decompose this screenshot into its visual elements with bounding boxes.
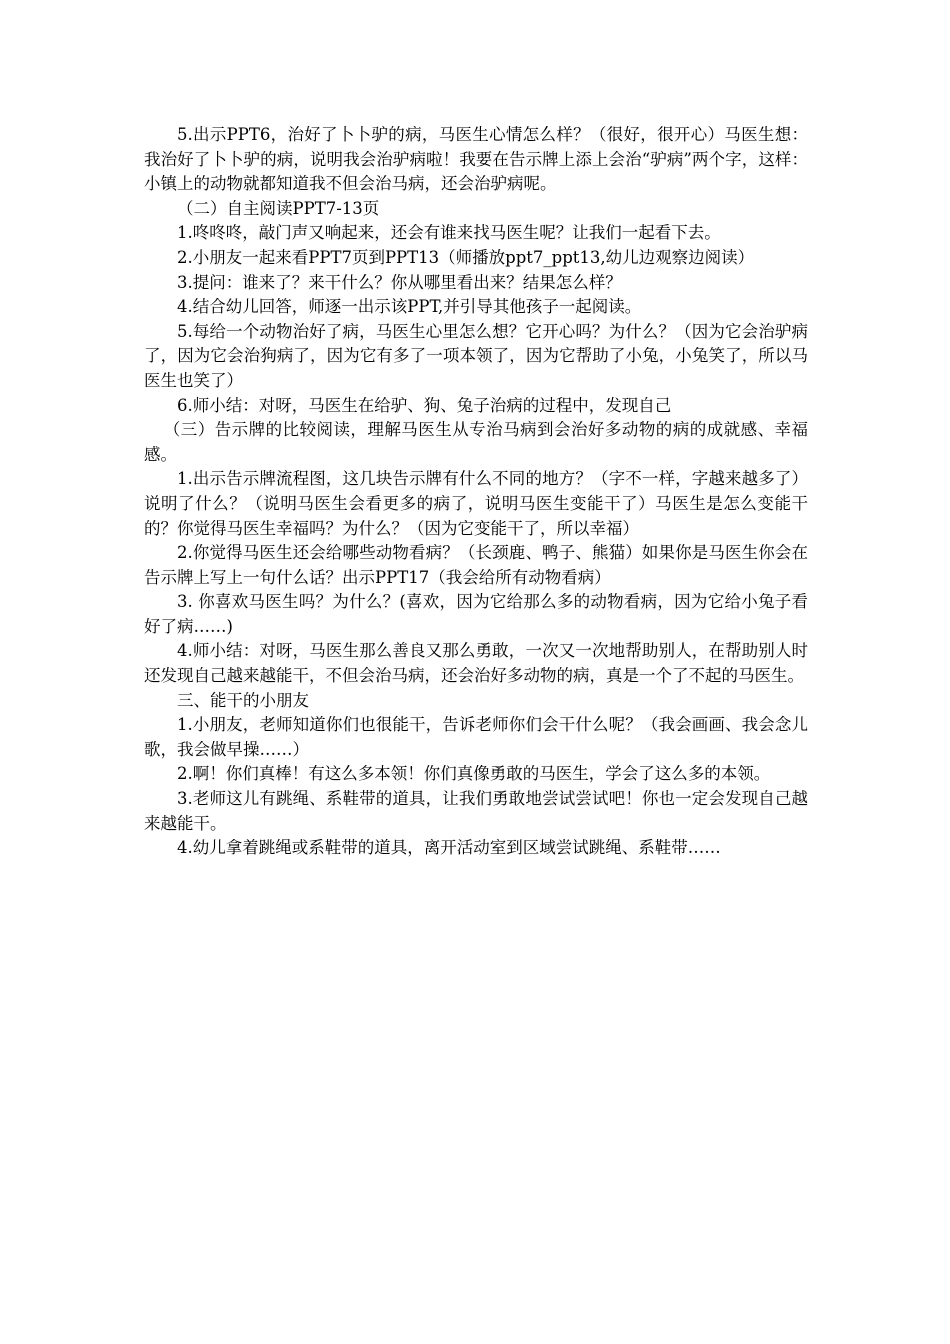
paragraph: 4.师小结：对呀，马医生那么善良又那么勇敢，一次又一次地帮助别人，在帮助别人时还发现自己越来越能干，不但会治马病，还会治好多动物的病，真是一个了不起的马医生。 — [144, 641, 808, 686]
paragraph: 2.小朋友一起来看PPT7页到PPT13（师播放ppt7_ppt13,幼儿边观察边阅读） — [177, 247, 755, 267]
section-heading: （二）自主阅读PPT7-13页 — [177, 198, 380, 218]
paragraph: 5.每给一个动物治好了病，马医生心里怎么想？它开心吗？为什么？（因为它会治驴病了，因为它会治狗病了，因为它有多了一项本领了，因为它帮助了小兔，小兔笑了，所以马医生也笑了） — [144, 321, 808, 390]
paragraph: 4.幼儿拿着跳绳或系鞋带的道具，离开活动室到区域尝试跳绳、系鞋带…… — [177, 838, 721, 858]
paragraph: 3.老师这儿有跳绳、系鞋带的道具，让我们勇敢地尝试尝试吧！你也一定会发现自己越来越能干。 — [144, 789, 808, 833]
paragraph: 5.出示PPT6，治好了卜卜驴的病，马医生心情怎么样？（很好，很开心）马医生想：我治好了卜卜驴的病，说明我会治驴病啦！我要在告示牌上添上会治“驴病”两个字，这样：小镇上的动物就都知道我不但会治马病，还会治驴病呢。 — [144, 125, 808, 194]
paragraph: 3. 你喜欢马医生吗？为什么？(喜欢，因为它给那么多的动物看病，因为它给小兔子看好了病……) — [144, 592, 808, 636]
paragraph: 1.小朋友，老师知道你们也很能干，告诉老师你们会干什么呢？（我会画画、我会念儿歌，我会做早操……） — [144, 715, 808, 759]
paragraph: 1.咚咚咚，敲门声又响起来，还会有谁来找马医生呢？让我们一起看下去。 — [177, 223, 721, 243]
document-page — [144, 123, 808, 861]
paragraph: 6.师小结：对呀，马医生在给驴、狗、兔子治病的过程中，发现自己 — [177, 395, 672, 415]
section-heading: 三、能干的小朋友 — [177, 690, 309, 710]
paragraph: 2.你觉得马医生还会给哪些动物看病？（长颈鹿、鸭子、熊猫）如果你是马医生你会在告示牌上写上一句什么话？出示PPT17（我会给所有动物看病） — [144, 543, 808, 587]
section-heading: （三）告示牌的比较阅读，理解马医生从专治马病到会治好多动物的病的成就感、幸福感。 — [144, 420, 808, 464]
paragraph: 3.提问：谁来了？来干什么？你从哪里看出来？结果怎么样？ — [177, 272, 622, 292]
paragraph: 4.结合幼儿回答，师逐一出示该PPT,并引导其他孩子一起阅读。 — [177, 297, 642, 317]
paragraph: 1.出示告示牌流程图，这几块告示牌有什么不同的地方？（字不一样，字越来越多了）说明了什么？（说明马医生会看更多的病了，说明马医生变能干了）马医生是怎么变能干的？你觉得马医生幸福吗？为什么？（因为它变能干了，所以幸福） — [144, 469, 808, 538]
paragraph: 2.啊！你们真棒！有这么多本领！你们真像勇敢的马医生，学会了这么多的本领。 — [177, 764, 771, 784]
